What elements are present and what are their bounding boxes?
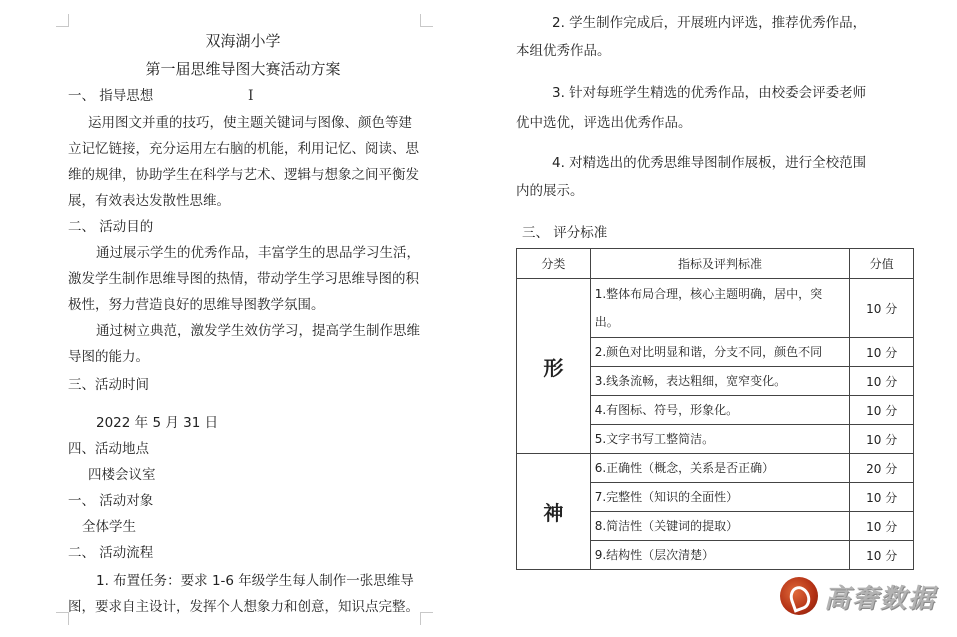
section-heading: 三、活动时间 xyxy=(68,377,149,393)
section-heading: 一、 指导思想 xyxy=(68,88,154,104)
score-cell: 10 分 xyxy=(850,425,914,454)
school-name: 双海湖小学 xyxy=(205,32,281,50)
section-heading: 二、 活动目的 xyxy=(68,219,154,235)
criterion-cell: 9.结构性（层次清楚） xyxy=(590,541,850,570)
criterion-cell: 2.颜色对比明显和谐，分支不同，颜色不同 xyxy=(590,338,850,367)
watermark-text: 高奢数据 xyxy=(824,583,937,614)
table-row xyxy=(517,454,914,483)
crop-mark-top-left xyxy=(56,14,69,27)
watermark-logo-icon xyxy=(780,577,818,615)
table-row xyxy=(517,279,914,338)
criterion-cell xyxy=(590,279,850,338)
criterion-cell: 7.完整性（知识的全面性） xyxy=(590,483,850,512)
event-audience: 全体学生 xyxy=(82,519,136,535)
paragraph-line: 立记忆链接，充分运用左右脑的机能，利用记忆、阅读、思 xyxy=(68,141,419,157)
paragraph-line: 极性，努力营造良好的思维导图教学氛围。 xyxy=(68,297,325,313)
watermark xyxy=(780,574,950,618)
column-header-score: 分值 xyxy=(850,249,914,279)
section-heading: 二、 活动流程 xyxy=(68,545,154,561)
score-cell: 10 分 xyxy=(850,338,914,367)
paragraph-line: 图，要求自主设计，发挥个人想象力和创意，知识点完整。 xyxy=(68,599,419,615)
criterion-line: 1.整体布局合理，核心主题明确，居中，突 xyxy=(594,287,823,301)
criterion-cell: 5.文字书写工整简洁。 xyxy=(590,425,850,454)
criterion-cell: 6.正确性（概念，关系是否正确） xyxy=(590,454,850,483)
table-header-row xyxy=(517,249,914,279)
event-date: 2022 年 5 月 31 日 xyxy=(96,415,219,431)
score-cell: 10 分 xyxy=(850,279,914,338)
paragraph-line: 通过展示学生的优秀作品，丰富学生的思品学习生活， xyxy=(96,245,420,261)
column-header-category: 分类 xyxy=(517,249,591,279)
paragraph-line: 1. 布置任务：要求 1-6 年级学生每人制作一张思维导 xyxy=(96,573,414,589)
text-cursor-icon: I xyxy=(248,88,254,104)
section-heading: 四、活动地点 xyxy=(68,441,149,457)
criterion-cell: 4.有图标、符号，形象化。 xyxy=(590,396,850,425)
document-title: 第一届思维导图大赛活动方案 xyxy=(145,60,341,78)
paragraph-line: 激发学生制作思维导图的热情，带动学生学习思维导图的积 xyxy=(68,271,419,287)
section-heading: 三、 评分标准 xyxy=(522,225,608,241)
column-header-criteria: 指标及评判标准 xyxy=(590,249,850,279)
category-cell-spirit: 神 xyxy=(517,454,591,570)
criterion-line: 出。 xyxy=(594,315,619,329)
paragraph-line: 优中选优，评选出优秀作品。 xyxy=(516,115,692,131)
paragraph-line: 3. 针对每班学生精选的优秀作品，由校委会评委老师 xyxy=(552,85,867,101)
score-cell: 10 分 xyxy=(850,512,914,541)
scoring-criteria-table xyxy=(516,248,914,570)
paragraph-line: 导图的能力。 xyxy=(68,349,149,365)
score-cell: 10 分 xyxy=(850,367,914,396)
criterion-cell: 3.线条流畅，表达粗细，宽窄变化。 xyxy=(590,367,850,396)
paragraph-line: 维的规律，协助学生在科学与艺术、逻辑与想象之间平衡发 xyxy=(68,167,419,183)
score-cell: 10 分 xyxy=(850,483,914,512)
category-cell-form: 形 xyxy=(517,279,591,454)
crop-mark-top-right xyxy=(420,14,433,27)
score-cell: 10 分 xyxy=(850,541,914,570)
paragraph-line: 通过树立典范，激发学生效仿学习，提高学生制作思维 xyxy=(96,323,420,339)
paragraph-line: 4. 对精选出的优秀思维导图制作展板，进行全校范围 xyxy=(552,155,867,171)
paragraph-line: 运用图文并重的技巧，使主题关键词与图像、颜色等建 xyxy=(88,115,412,131)
score-cell: 20 分 xyxy=(850,454,914,483)
score-cell: 10 分 xyxy=(850,396,914,425)
crop-mark-bottom-right xyxy=(420,612,433,625)
section-heading: 一、 活动对象 xyxy=(68,493,154,509)
paragraph-line: 展，有效表达发散性思维。 xyxy=(68,193,230,209)
paragraph-line: 2. 学生制作完成后，开展班内评选，推荐优秀作品， xyxy=(552,15,867,31)
criterion-cell: 8.简洁性（关键词的提取） xyxy=(590,512,850,541)
paragraph-line: 内的展示。 xyxy=(516,183,584,199)
event-location: 四楼会议室 xyxy=(88,467,156,483)
paragraph-line: 本组优秀作品。 xyxy=(516,43,611,59)
